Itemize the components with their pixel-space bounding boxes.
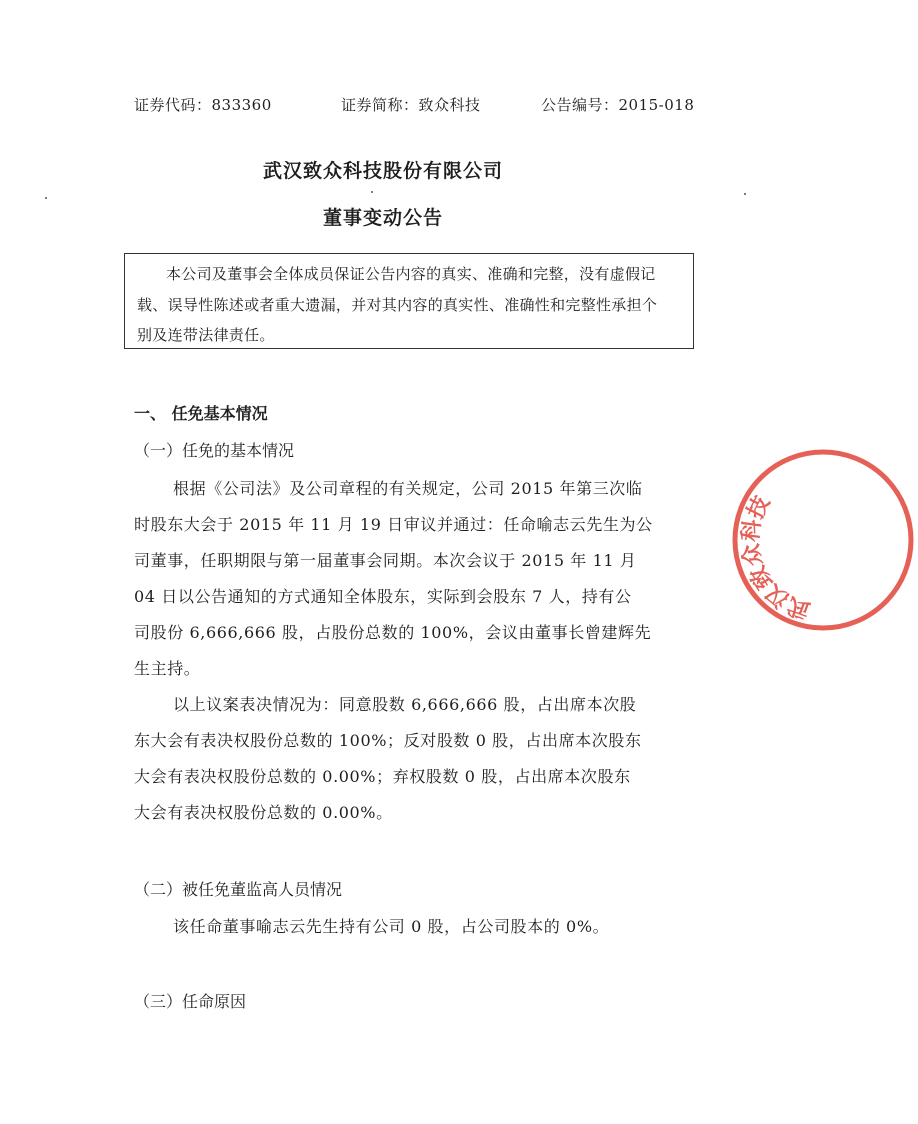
seal-text: 武汉致众科技 <box>737 491 814 624</box>
company-seal-icon <box>728 445 918 635</box>
section-heading: 一、 任免基本情况 <box>134 404 268 423</box>
statement-line: 本公司及董事会全体成员保证公告内容的真实、准确和完整，没有虚假记 <box>166 265 656 283</box>
paragraph-line: 大会有表决权股份总数的 0.00%。 <box>134 803 393 822</box>
notice-title: 董事变动公告 <box>322 207 443 229</box>
paragraph-line: 司股份 6,666,666 股，占股份总数的 100%，会议由董事长曾建辉先 <box>134 623 652 642</box>
security-short-name: 证券简称：致众科技 <box>341 96 481 114</box>
security-code: 证券代码：833360 <box>134 96 272 114</box>
paragraph-line: 以上议案表决情况为：同意股数 6,666,666 股，占出席本次股 <box>173 695 637 714</box>
statement-line: 载、误导性陈述或者重大遗漏，并对其内容的真实性、准确性和完整性承担个 <box>137 296 658 314</box>
statement-line: 别及连带法律责任。 <box>137 326 275 344</box>
paragraph-line: 大会有表决权股份总数的 0.00%；弃权股数 0 股，占出席本次股东 <box>134 767 631 786</box>
paragraph-line: 生主持。 <box>134 659 201 678</box>
svg-text:武汉致众科技 <box>728 491 830 625</box>
subsection-heading: （三）任命原因 <box>134 992 247 1011</box>
subsection-heading: （一）任免的基本情况 <box>134 441 295 460</box>
paragraph-line: 时股东大会于 2015 年 11 月 19 日审议并通过：任命喻志云先生为公 <box>134 515 653 534</box>
announcement-number: 公告编号：2015-018 <box>541 96 695 114</box>
paragraph-line: 司董事，任职期限与第一届董事会同期。本次会议于 2015 年 11 月 <box>134 551 637 570</box>
paragraph-line: 04 日以公告通知的方式通知全体股东，实际到会股东 7 人，持有公 <box>134 587 632 606</box>
scan-speck <box>744 193 746 195</box>
statement-box <box>124 253 694 349</box>
paragraph-line: 东大会有表决权股份总数的 100%；反对股数 0 股，占出席本次股东 <box>134 731 642 750</box>
company-title: 武汉致众科技股份有限公司 <box>262 160 503 182</box>
paragraph-line: 该任命董事喻志云先生持有公司 0 股，占公司股本的 0%。 <box>173 917 610 936</box>
paragraph-line: 根据《公司法》及公司章程的有关规定，公司 2015 年第三次临 <box>173 479 643 498</box>
scan-speck <box>371 191 373 193</box>
scan-speck <box>45 197 47 199</box>
subsection-heading: （二）被任免董监高人员情况 <box>134 880 343 899</box>
